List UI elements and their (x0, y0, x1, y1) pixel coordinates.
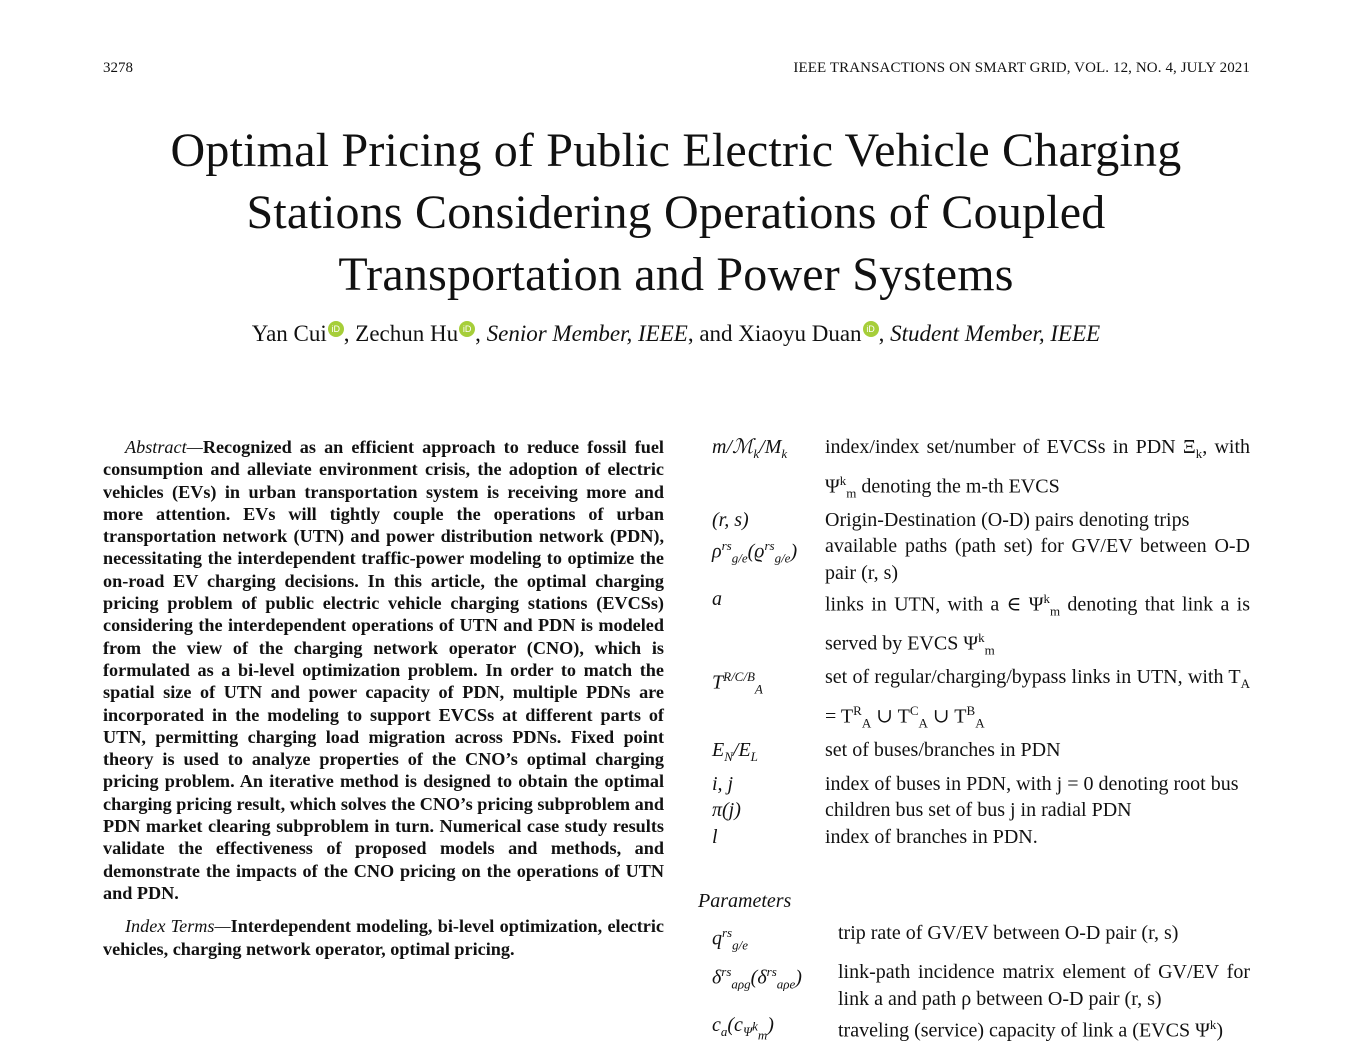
paper-title (60, 120, 1292, 306)
author-name: Yan Cui (251, 321, 327, 346)
nomenclature-description: set of buses/branches in PDN (825, 739, 1061, 762)
nomenclature-description: index of branches in PDN. (825, 825, 1038, 848)
parameters-heading: Parameters (698, 890, 792, 913)
author-role: Senior Member, IEEE (486, 321, 688, 346)
nomenclature-description: index/index set/number of EVCSs in PDN $\Xi_k$, with $\Psi^k_m$ denoting the m-th EVCS (825, 436, 1250, 501)
nomenclature-symbol: $T^{R/C/B}_A$ (712, 669, 763, 698)
nomenclature-symbol: a (712, 588, 722, 611)
title-line: Transportation and Power Systems (338, 248, 1014, 301)
orcid-icon[interactable]: iD (328, 321, 344, 337)
page-header (103, 60, 1250, 80)
nomenclature-symbol: (r, s) (712, 508, 749, 531)
journal-name: IEEE TRANSACTIONS ON SMART GRID, VOL. 12, NO. 4, JULY 2021 (793, 60, 1250, 76)
author-name: Xiaoyu Duan (738, 321, 862, 346)
nomenclature-symbol: $m/ℳ_k/M_k$ (712, 436, 788, 461)
nomenclature-symbol: $E_N/E_L$ (712, 739, 758, 765)
nomenclature-symbol: i, j (712, 772, 734, 795)
parameter-symbol: $q^{rs}_{g/e}$ (712, 925, 749, 953)
title-line: Stations Considering Operations of Coupled (246, 186, 1106, 239)
nomenclature-description: available paths (path set) for GV/EV between O-D pair (r, s) (825, 535, 1250, 584)
abstract (103, 436, 664, 904)
parameter-description: trip rate of GV/EV between O-D pair (r, s) (838, 922, 1179, 945)
page-number: 3278 (103, 60, 133, 76)
right-column (698, 434, 1250, 1049)
left-column (103, 436, 664, 960)
nomenclature-symbol: $\rho^{rs}_{g/e}(ϱ^{rs}_{g/e})$ (712, 538, 798, 566)
nomenclature-description: Origin-Destination (O-D) pairs denoting trips (825, 508, 1190, 531)
index-terms-text: Interdependent modeling, bi-level optimization, electric vehicles, charging network operator, optimal pricing. (103, 916, 664, 959)
index-terms-lead: Index Terms— (125, 916, 231, 937)
parameter-description: traveling (service) capacity of link a (EVCS $\Psi^k$) (838, 1017, 1224, 1042)
parameter-symbol: $c_a(c_{\Psi^k_m})$ (712, 1014, 774, 1043)
author-name: Zechun Hu (355, 321, 459, 346)
nomenclature-description: links in UTN, with a ∈ $\Psi^k_m$ denoting that link a is served by EVCS $\Psi^k_m$ (825, 591, 1250, 658)
author-list: Yan Cui iD , Zechun Hu iD , Senior Member, IEEE, and Xiaoyu Duan iD , Student Member, IEEE (251, 321, 1101, 346)
parameter-symbol: $\delta^{rs}_{a\rho g}(\delta^{rs}_{a\rho e})$ (712, 964, 802, 992)
parameter-description: link-path incidence matrix element of GV/EV for link a and path ρ between O-D pair (r, s) (838, 961, 1250, 1010)
index-terms (103, 915, 664, 960)
nomenclature-description: index of buses in PDN, with j = 0 denoting root bus (825, 772, 1239, 795)
abstract-lead: Abstract— (125, 437, 203, 457)
nomenclature-symbol: π(j) (712, 799, 741, 822)
orcid-icon[interactable]: iD (863, 321, 879, 337)
author-separator: , and (687, 321, 739, 346)
nomenclature-list (698, 434, 1250, 850)
nomenclature-description: set of regular/charging/bypass links in UTN, with $T_A = T^R_A$ ∪ $T^C_A$ ∪ $T^B_A$ (825, 666, 1250, 731)
author-separator: , (343, 321, 356, 346)
title-line: Optimal Pricing of Public Electric Vehicle Charging (170, 124, 1182, 177)
author-role: Student Member, IEEE (890, 321, 1101, 346)
parameters-list (698, 920, 1250, 1049)
abstract-text: Recognized as an efficient approach to reduce fossil fuel consumption and alleviate environment crisis, the adoption of electric vehicles (EVs) in urban transportation system is receiving more and more attention. EVs will tightly couple the operations of urban transportation network (UTN) and power distribution network (PDN), necessitating the interdependent traffic-power modeling to optimize the on-road EV charging decisions. In this article, the optimal charging pricing problem of public electric vehicle charging stations (EVCSs) considering the interdependent operations of UTN and PDN is modeled from the view of the charging network operator (CNO), which is formulated as a bi-level optimization problem. In order to match the spatial size of UTN and power capacity of PDN, multiple PDNs are incorporated in the modeling to support EVCSs at different parts of UTN, permitting charging load migration across PDNs. Fixed point theory is used to analyze properties of the CNO’s optimal charging pricing problem. An iterative method is designed to obtain the optimal charging pricing result, which solves the CNO’s pricing subproblem and PDN market clearing subproblem in turn. Numerical case study results validate the effectiveness of proposed models and methods, and demonstrate the impacts of the CNO pricing on the operations of UTN and PDN. (103, 437, 664, 903)
nomenclature-symbol: l (712, 825, 718, 848)
orcid-icon[interactable]: iD (459, 321, 475, 337)
nomenclature-description: children bus set of bus j in radial PDN (825, 799, 1132, 822)
